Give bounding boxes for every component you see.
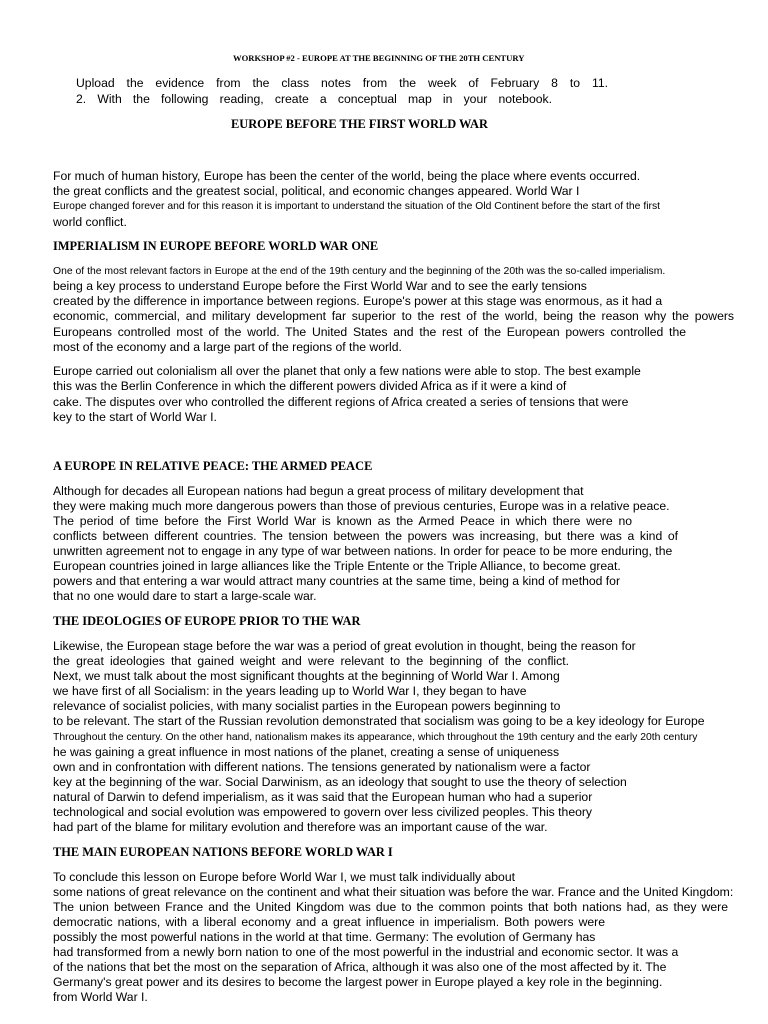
section-line: democratic nations, with a liberal economy and a great influence in imperialism. Both powers were: [53, 915, 605, 929]
section-line: conflicts between different countries. The tension between the powers was increasing, but there was a kind of: [53, 529, 678, 543]
section-line: own and in confrontation with different nations. The tensions generated by nationalism were a factor: [53, 760, 591, 774]
section-line: To conclude this lesson on Europe before World War I, we must talk individually about: [53, 870, 516, 884]
section-line: Europeans controlled most of the world. The United States and the rest of the European powers controlled the: [53, 325, 686, 339]
section-line: key at the beginning of the war. Social Darwinism, as an ideology that sought to use the theory of selection: [53, 775, 627, 789]
intro-line: world conflict.: [53, 215, 127, 229]
section-line: cake. The disputes over who controlled the different regions of Africa created a series of tensions that were: [53, 395, 629, 409]
section-line: the great ideologies that gained weight and were relevant to the beginning of the conflict.: [53, 654, 569, 668]
section-line: key to the start of World War I.: [53, 410, 217, 424]
section-line: Next, we must talk about the most significant thoughts at the beginning of World War I. Among: [53, 669, 560, 683]
main-title: EUROPE BEFORE THE FIRST WORLD WAR: [231, 117, 488, 131]
section-line: they were making much more dangerous powers than those of previous centuries, Europe was in a relative peace.: [53, 499, 670, 513]
section-line: technological and social evolution was empowered to govern over less civilized peoples. This theory: [53, 805, 593, 819]
section-line: Throughout the century. On the other hand, nationalism makes its appearance, which throughout the 19th century and the early 20th century: [53, 732, 698, 743]
section-line: to be relevant. The start of the Russian revolution demonstrated that socialism was going to be a key ideology for Europe: [53, 714, 705, 728]
section-line: of the nations that bet the most on the separation of Africa, although it was also one of the most affected by it. The: [53, 960, 667, 974]
section-heading-imperialism: IMPERIALISM IN EUROPE BEFORE WORLD WAR ONE: [53, 239, 379, 253]
section-heading-main-nations: THE MAIN EUROPEAN NATIONS BEFORE WORLD WAR I: [53, 845, 393, 859]
section-line: European countries joined in large alliances like the Triple Entente or the Triple Alliance, to become great.: [53, 559, 621, 573]
intro-line: For much of human history, Europe has been the center of the world, being the place where events occurred.: [53, 169, 641, 183]
section-line: most of the economy and a large part of the regions of the world.: [53, 340, 402, 354]
intro-line: the great conflicts and the greatest social, political, and economic changes appeared. World War I: [53, 184, 580, 198]
section-line: had transformed from a newly born nation to one of the most powerful in the industrial and economic sector. It was a: [53, 945, 679, 959]
section-heading-armed-peace: A EUROPE IN RELATIVE PEACE: THE ARMED PEACE: [53, 459, 373, 473]
section-line: The period of time before the First World War is known as the Armed Peace in which there were no: [53, 514, 632, 528]
section-line: powers and that entering a war would attract many countries at the same time, being a kind of method for: [53, 574, 621, 588]
section-line: One of the most relevant factors in Europe at the end of the 19th century and the beginning of the 20th was the so-called imperialism.: [53, 266, 666, 277]
section-line: relevance of socialist policies, with many socialist parties in the European powers beginning to: [53, 699, 561, 713]
section-line: we have first of all Socialism: in the years leading up to World War I, they began to have: [53, 684, 527, 698]
section-line: economic, commercial, and military development far superior to the rest of the world, being the reason why the powers: [53, 309, 734, 323]
section-line: that no one would dare to start a large-scale war.: [53, 589, 317, 603]
section-line: Europe carried out colonialism all over the planet that only a few nations were able to stop. The best example: [53, 364, 641, 378]
instruction-line: 2. With the following reading, create a conceptual map in your notebook.: [76, 92, 552, 106]
section-line: Germany's great power and its desires to become the largest power in Europe played a key role in the beginning.: [53, 975, 663, 989]
section-line: created by the difference in importance between regions. Europe's power at this stage was enormous, as it had a: [53, 294, 663, 308]
section-line: this was the Berlin Conference in which the different powers divided Africa as if it were a kind of: [53, 379, 567, 393]
section-line: Although for decades all European nations had begun a great process of military development that: [53, 484, 584, 498]
section-line: being a key process to understand Europe before the First World War and to see the early tensions: [53, 279, 587, 293]
intro-line: Europe changed forever and for this reason it is important to understand the situation of the Old Continent before the start of the first: [53, 201, 661, 212]
section-heading-ideologies: THE IDEOLOGIES OF EUROPE PRIOR TO THE WAR: [53, 614, 361, 628]
section-line: Likewise, the European stage before the war was a period of great evolution in thought, being the reason for: [53, 639, 636, 653]
section-line: from World War I.: [53, 990, 148, 1004]
section-line: unwritten agreement not to engage in any type of war between nations. In order for peace to be more enduring, the: [53, 544, 673, 558]
section-line: he was gaining a great influence in most nations of the planet, creating a sense of uniqueness: [53, 745, 560, 759]
section-line: natural of Darwin to defend imperialism, as it was said that the European human who had a superior: [53, 790, 593, 804]
section-line: had part of the blame for military evolution and therefore was an important cause of the war.: [53, 820, 548, 834]
workshop-title: WORKSHOP #2 - EUROPE AT THE BEGINNING OF THE 20TH CENTURY: [233, 53, 525, 63]
section-line: possibly the most powerful nations in the world at that time. Germany: The evolution of Germany has: [53, 930, 596, 944]
section-line: The union between France and the United Kingdom was due to the common points that both nations had, as they were: [53, 900, 728, 914]
instruction-line: Upload the evidence from the class notes from the week of February 8 to 11.: [76, 76, 608, 90]
section-line: some nations of great relevance on the continent and what their situation was before the war. France and the United Kingdom:: [53, 885, 734, 899]
